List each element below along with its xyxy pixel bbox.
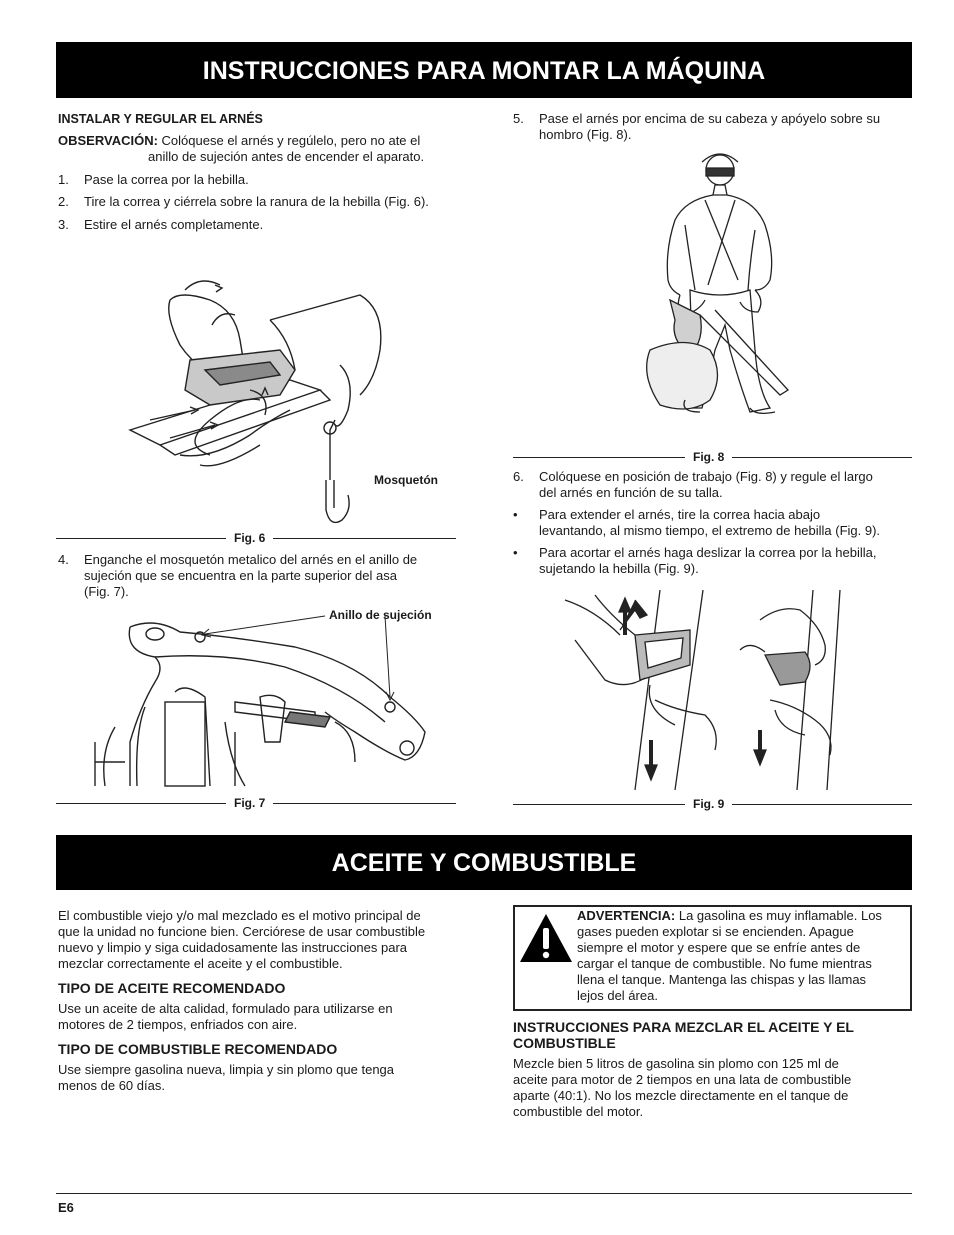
- fuel-type-text: [58, 1062, 458, 1094]
- mix-text-line: aparte (40:1). No los mezcle directamente en el tanque de: [513, 1088, 849, 1103]
- fig6-callout-mosqueton: Mosquetón: [374, 473, 438, 487]
- fuel-text-line: Use siempre gasolina nueva, limpia y sin plomo que tenga: [58, 1062, 395, 1077]
- fig7-label: Fig. 7: [226, 795, 273, 811]
- oil-text-line: Use un aceite de alta calidad, formulado para utilizarse en: [58, 1001, 393, 1016]
- bullet-shorten: [513, 545, 913, 577]
- warning-line: llena el tanque. Mantenga las chispas y las llamas: [577, 972, 867, 987]
- fig7-handle-illustration: [85, 612, 455, 788]
- mix-heading-line2: COMBUSTIBLE: [513, 1035, 616, 1051]
- warning-label: ADVERTENCIA:: [577, 908, 676, 923]
- note: [58, 133, 420, 149]
- warning-line: lejos del área.: [577, 988, 658, 1003]
- warning-line: gases pueden explotar si se encienden. Apague: [577, 924, 854, 939]
- bullet1-line1: Para extender el arnés, tire la correa hacia abajo: [539, 507, 821, 522]
- note-label: OBSERVACIÓN:: [58, 133, 158, 148]
- warning-first-line: La gasolina es muy inflamable. Los: [678, 908, 882, 923]
- step-3: [58, 217, 458, 233]
- warning-triangle-icon: [518, 912, 574, 964]
- bullet1-line2: levantando, al mismo tiempo, el extremo de hebilla (Fig. 9).: [539, 523, 881, 538]
- note-line2: anillo de sujeción antes de encender el aparato.: [148, 149, 425, 164]
- step6-line2: del arnés en función de su talla.: [539, 485, 723, 500]
- step4-line2: sujeción que se encuentra en la parte superior del asa: [84, 568, 397, 583]
- mix-text-line: Mezcle bien 5 litros de gasolina sin plomo con 125 ml de: [513, 1056, 839, 1071]
- step5-line1: Pase el arnés por encima de su cabeza y apóyelo sobre su: [539, 111, 881, 126]
- step-text: Estire el arnés completamente.: [84, 217, 264, 232]
- fig8-label: Fig. 8: [685, 449, 732, 465]
- fig6-caption: [56, 530, 456, 544]
- fig6-harness-buckle-illustration: [120, 270, 460, 530]
- step-number: 3.: [58, 217, 69, 232]
- warning-box: [513, 905, 912, 1011]
- step-1: [58, 172, 458, 188]
- warning-line: siempre el motor y espere que se enfríe antes de: [577, 940, 861, 955]
- mix-text-line: combustible del motor.: [513, 1104, 644, 1119]
- fuel-intro-line: mezclar correctamente el aceite y el combustible.: [58, 956, 343, 971]
- step-4: [58, 552, 458, 600]
- fig6-label: Fig. 6: [226, 530, 273, 546]
- fuel-type-heading: TIPO DE COMBUSTIBLE RECOMENDADO: [58, 1041, 338, 1057]
- step4-line3: (Fig. 7).: [84, 584, 129, 599]
- fig7-callout-anillo: Anillo de sujeción: [329, 608, 432, 622]
- fuel-intro-line: nuevo y limpio y siga cuidadosamente las instrucciones para: [58, 940, 408, 955]
- fig9-label: Fig. 9: [685, 796, 732, 812]
- warning-line: cargar el tanque de combustible. No fume mientras: [577, 956, 872, 971]
- fuel-text-line: menos de 60 días.: [58, 1078, 165, 1093]
- page-number: E6: [58, 1200, 74, 1215]
- step-text: Pase la correa por la hebilla.: [84, 172, 249, 187]
- step5-line2: hombro (Fig. 8).: [539, 127, 632, 142]
- mix-text-line: aceite para motor de 2 tiempos en una lata de combustible: [513, 1072, 852, 1087]
- step-number: 1.: [58, 172, 69, 187]
- fig7-caption: [56, 795, 456, 809]
- fuel-intro: [58, 908, 458, 972]
- step4-line1: Enganche el mosquetón metalico del arnés en el anillo de: [84, 552, 418, 567]
- section-title-oil-fuel: ACEITE Y COMBUSTIBLE: [56, 835, 912, 890]
- bullet-marker: •: [513, 545, 518, 560]
- footer-rule: [56, 1193, 912, 1194]
- warning-text: [577, 908, 909, 1004]
- step6-line1: Colóquese en posición de trabajo (Fig. 8) y regule el largo: [539, 469, 873, 484]
- step-number: 6.: [513, 469, 524, 484]
- oil-type-heading: TIPO DE ACEITE RECOMENDADO: [58, 980, 286, 996]
- fuel-intro-line: El combustible viejo y/o mal mezclado es el motivo principal de: [58, 908, 421, 923]
- step-number: 2.: [58, 194, 69, 209]
- bullet2-line2: sujetando la hebilla (Fig. 9).: [539, 561, 699, 576]
- fig8-caption: [513, 449, 912, 463]
- mix-text: [513, 1056, 913, 1120]
- step-number: 4.: [58, 552, 69, 567]
- section-title-assembly: INSTRUCCIONES PARA MONTAR LA MÁQUINA: [56, 42, 912, 98]
- bullet-extend: [513, 507, 913, 539]
- oil-text-line: motores de 2 tiempos, enfriados con aire.: [58, 1017, 298, 1032]
- bullet2-line1: Para acortar el arnés haga deslizar la correa por la hebilla,: [539, 545, 877, 560]
- step-6: [513, 469, 913, 501]
- step-number: 5.: [513, 111, 524, 126]
- mix-heading: [513, 1019, 854, 1051]
- step-text: Tire la correa y ciérrela sobre la ranura de la hebilla (Fig. 6).: [84, 194, 429, 209]
- bullet-marker: •: [513, 507, 518, 522]
- fig9-buckle-adjust-illustration: [565, 590, 865, 790]
- fig9-caption: [513, 796, 912, 810]
- step-5: [513, 111, 913, 143]
- harness-heading: INSTALAR Y REGULAR EL ARNÉS: [58, 112, 263, 126]
- mix-heading-line1: INSTRUCCIONES PARA MEZCLAR EL ACEITE Y EL: [513, 1019, 854, 1035]
- note-line1: Colóquese el arnés y regúlelo, pero no ate el: [161, 133, 421, 148]
- step-2: [58, 194, 458, 210]
- oil-type-text: [58, 1001, 458, 1033]
- fig8-operator-illustration: [630, 150, 810, 420]
- fuel-intro-line: que la unidad no funcione bien. Cerciórese de usar combustible: [58, 924, 426, 939]
